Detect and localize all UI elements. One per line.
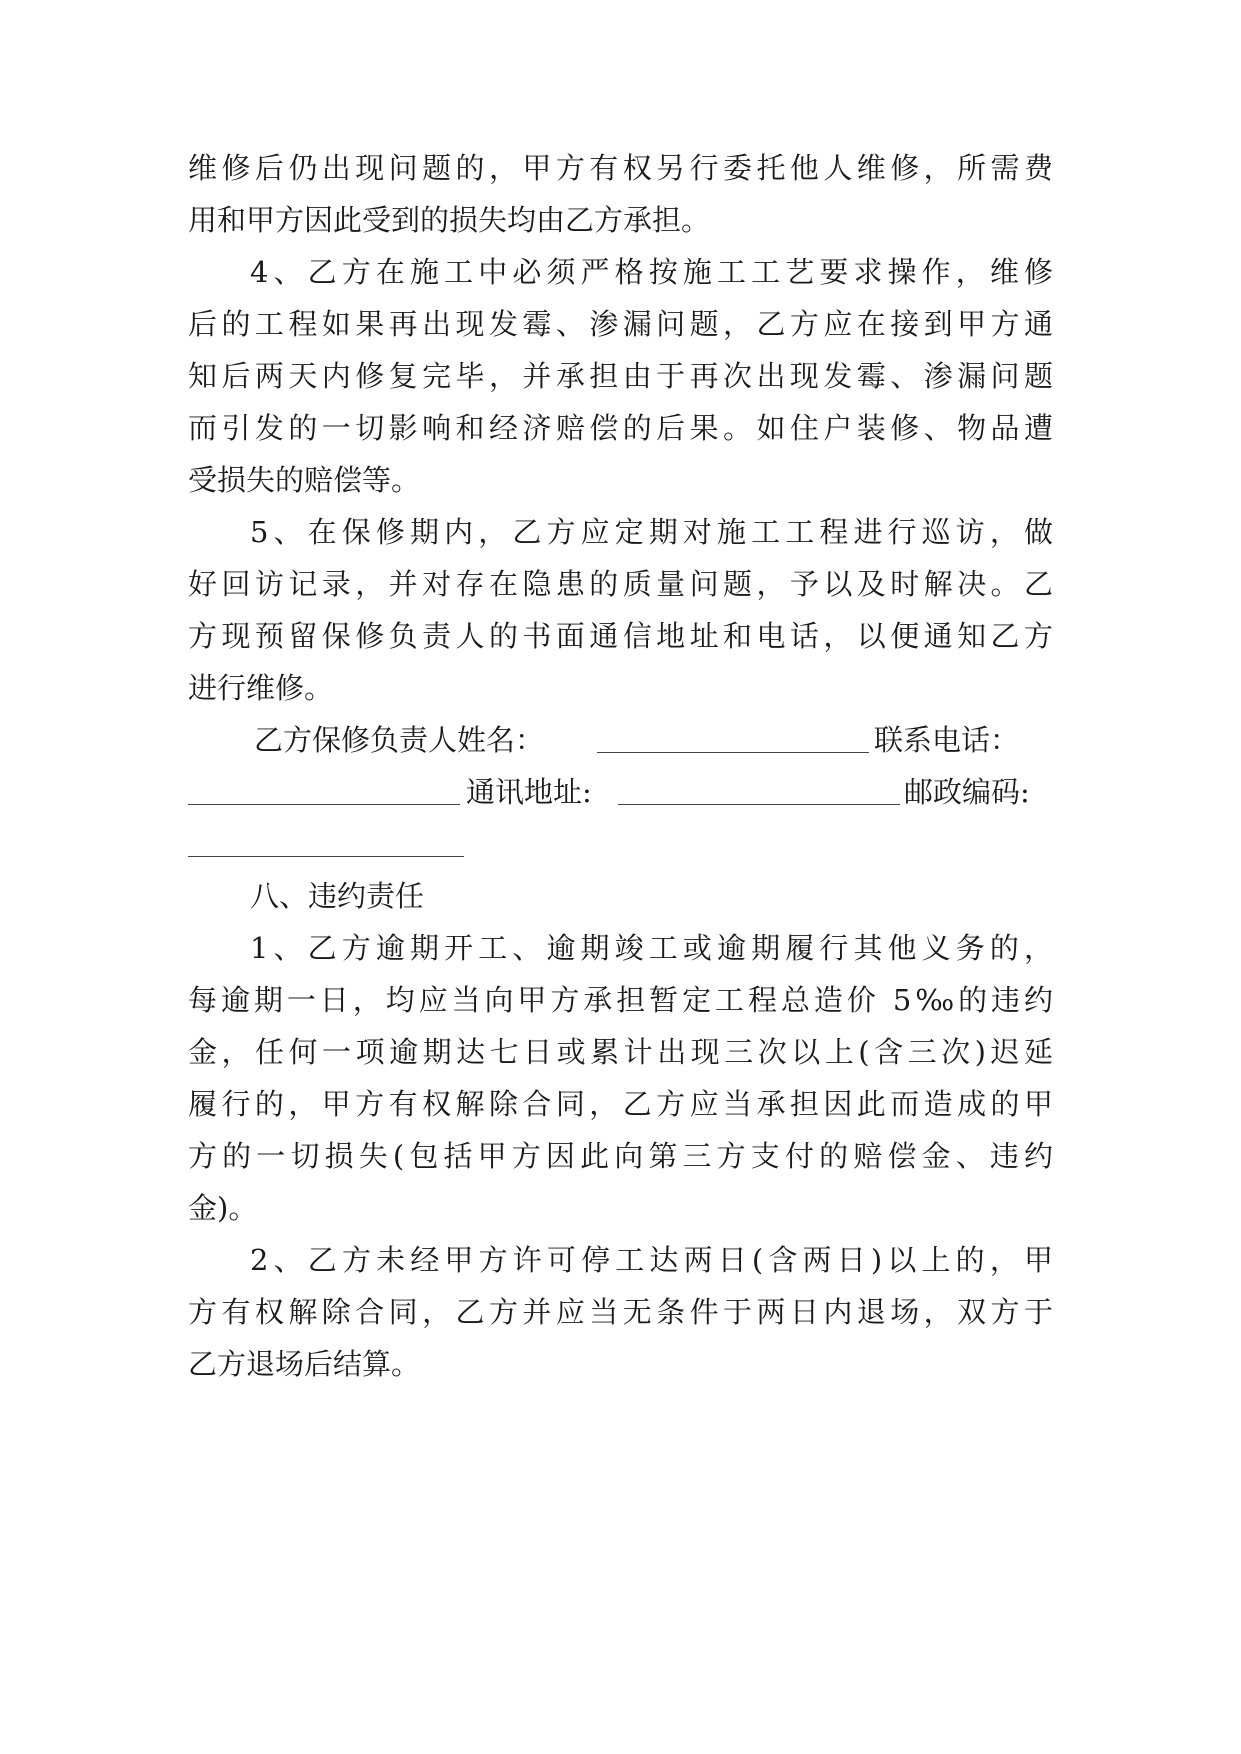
postcode-blank[interactable]	[188, 856, 464, 857]
contact-row-address	[0, 772, 1241, 812]
text-line: 维修后仍出现问题的，甲方有权另行委托他人维修，所需费	[188, 151, 1053, 185]
text-line: 方现预留保修负责人的书面通信地址和电话，以便通知乙方	[188, 619, 1053, 653]
text-line: 4、乙方在施工中必须严格按施工工艺要求操作，维修	[250, 255, 1053, 289]
text-line: 5、在保修期内，乙方应定期对施工工程进行巡访，做	[250, 515, 1053, 549]
text-line: 金，任何一项逾期达七日或累计出现三次以上(含三次)迟延	[188, 1035, 1053, 1069]
text-line: 乙方退场后结算。	[188, 1347, 421, 1381]
phone-label: 联系电话：	[874, 723, 1020, 757]
text-line: 而引发的一切影响和经济赔偿的后果。如住户装修、物品遭	[188, 411, 1053, 445]
text-line: 金)。	[188, 1191, 258, 1225]
text-line: 好回访记录，并对存在隐患的质量问题，予以及时解决。乙	[188, 567, 1053, 601]
text-line: 1、乙方逾期开工、逾期竣工或逾期履行其他义务的，	[250, 931, 1053, 965]
text-line: 知后两天内修复完毕，并承担由于再次出现发霉、渗漏问题	[188, 359, 1053, 393]
postcode-label: 邮政编码:	[904, 775, 1030, 809]
text-line: 方有权解除合同，乙方并应当无条件于两日内退场，双方于	[188, 1295, 1053, 1329]
name-label: 乙方保修负责人姓名：	[254, 723, 545, 757]
text-line: 履行的，甲方有权解除合同，乙方应当承担因此而造成的甲	[188, 1087, 1053, 1121]
contact-row-postcode	[0, 824, 1241, 864]
phone-blank[interactable]	[188, 804, 460, 805]
address-label: 通讯地址:	[466, 775, 592, 809]
text-line: 每逾期一日，均应当向甲方承担暂定工程总造价 5‰的违约	[188, 983, 1053, 1017]
text-line: 受损失的赔偿等。	[188, 463, 421, 497]
text-line: 用和甲方因此受到的损失均由乙方承担。	[188, 203, 711, 237]
contact-row-name	[0, 720, 1241, 760]
text-line: 2、乙方未经甲方许可停工达两日(含两日)以上的，甲	[250, 1243, 1053, 1277]
name-blank[interactable]	[597, 752, 869, 753]
text-line: 方的一切损失(包括甲方因此向第三方支付的赔偿金、违约	[188, 1139, 1053, 1173]
section-heading: 八、违约责任	[250, 879, 425, 913]
text-line: 进行维修。	[188, 671, 334, 705]
text-line: 后的工程如果再出现发霉、渗漏问题，乙方应在接到甲方通	[188, 307, 1053, 341]
address-blank[interactable]	[618, 804, 900, 805]
